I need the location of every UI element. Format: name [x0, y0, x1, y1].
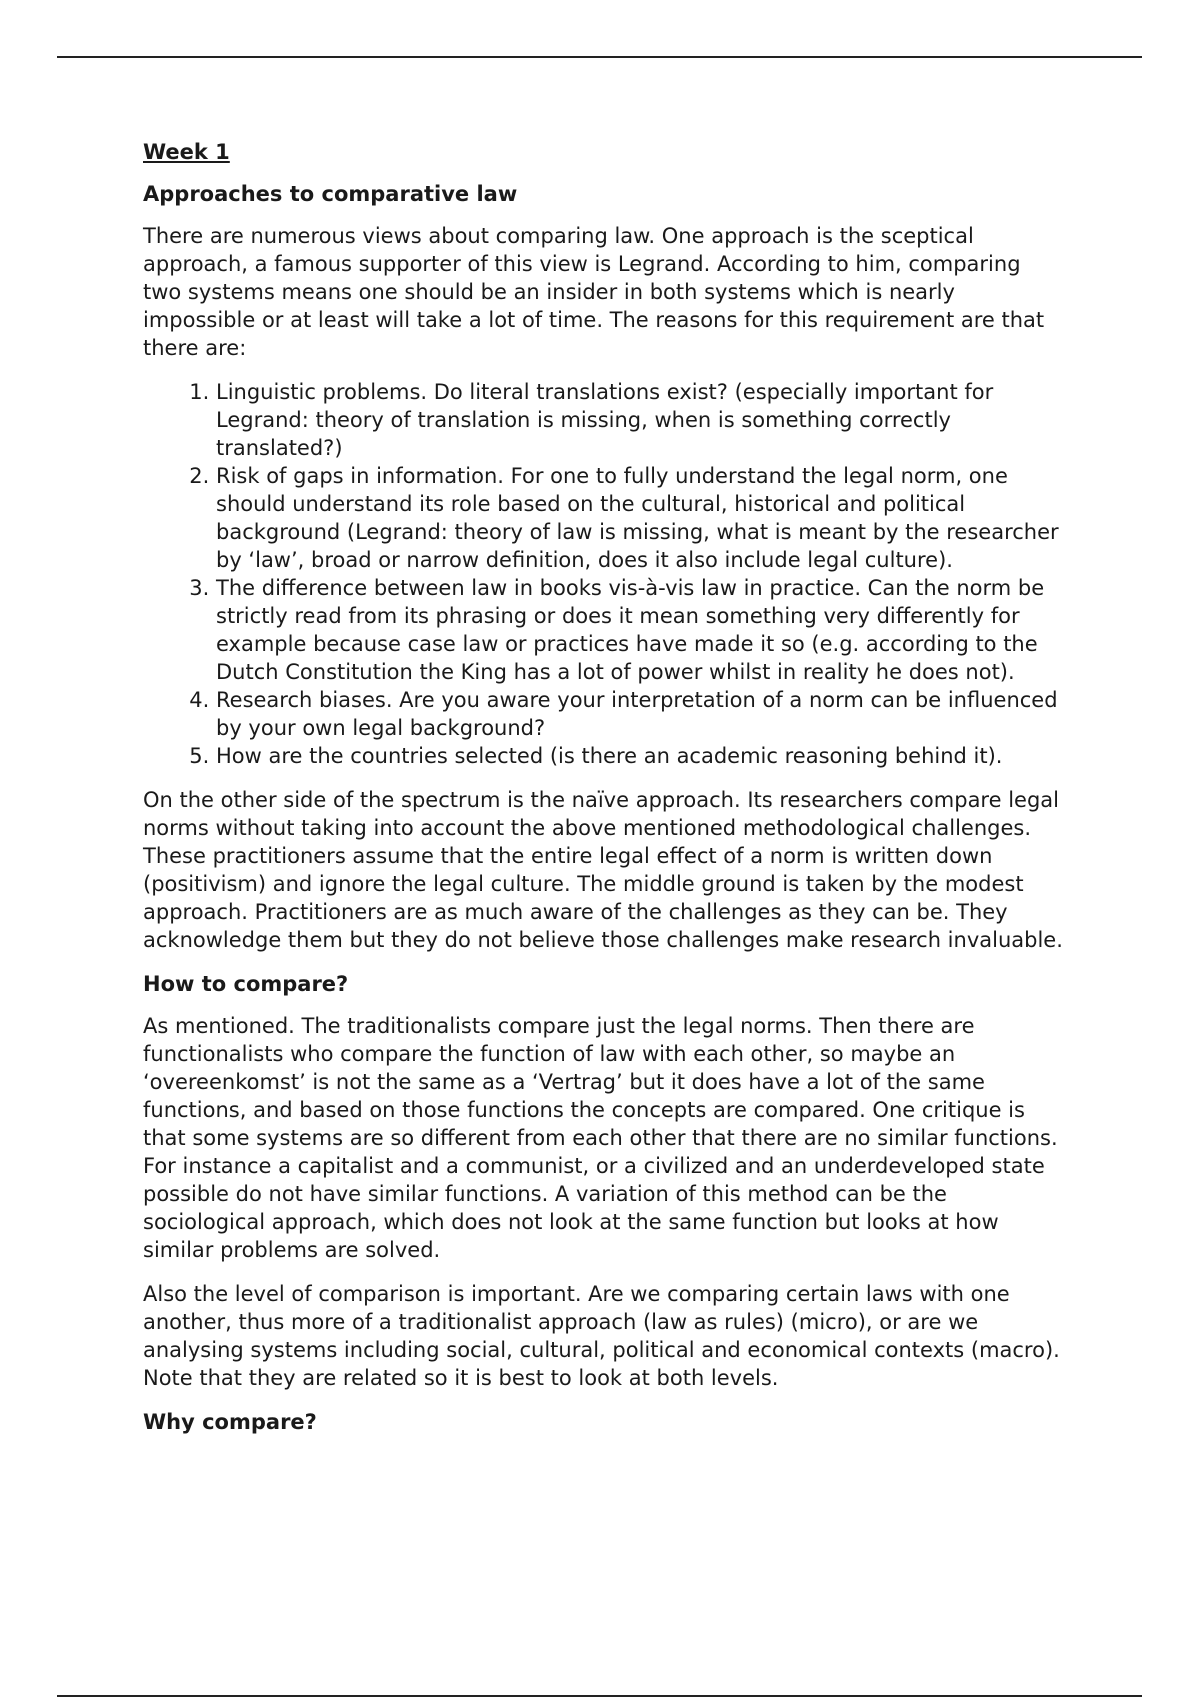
- week-title: Week 1: [143, 140, 230, 164]
- list-item: 2. Risk of gaps in information. For one to fully understand the legal norm, one should understand its role based on the cultural, historical and political background (Legrand: theory of law is missing, what is meant by the researcher by ‘law’, broad or narrow definition, does it also include legal culture).: [216, 462, 1063, 574]
- document-body: [143, 138, 1063, 1450]
- list-item: 5. How are the countries selected (is there an academic reasoning behind it).: [216, 742, 1063, 770]
- intro-paragraph: There are numerous views about comparing law. One approach is the sceptical approach, a famous supporter of this view is Legrand. According to him, comparing two systems means one should be an insider in both systems which is nearly impossible or at least will take a lot of time. The reasons for this requirement are that there are:: [143, 224, 1045, 360]
- footer-rule: [57, 1695, 1142, 1697]
- list-item: 1. Linguistic problems. Do literal translations exist? (especially important for Legrand: theory of translation is missing, when is something correctly translated?): [216, 378, 1063, 462]
- level-of-comparison-paragraph: Also the level of comparison is important. Are we comparing certain laws with one another, thus more of a traditionalist approach (law as rules) (micro), or are we analysing systems including social, cultural, political and economical contexts (macro). Note that they are related so it is best to look at both levels.: [143, 1282, 1060, 1390]
- header-rule: [57, 56, 1142, 58]
- section-heading-approaches: Approaches to comparative law: [143, 182, 518, 206]
- list-item: 3. The difference between law in books vis-à-vis law in practice. Can the norm be strictly read from its phrasing or does it mean something very differently for example because case law or practices have made it so (e.g. according to the Dutch Constitution the King has a lot of power whilst in reality he does not).: [216, 574, 1063, 686]
- list-item: 4. Research biases. Are you aware your interpretation of a norm can be influenced by your own legal background?: [216, 686, 1063, 742]
- how-to-compare-paragraph: As mentioned. The traditionalists compare just the legal norms. Then there are functionalists who compare the function of law with each other, so maybe an ‘overeenkomst’ is not the same as a ‘Vertrag’ but it does have a lot of the same functions, and based on those functions the concepts are compared. One critique is that some systems are so different from each other that there are no similar functions. For instance a capitalist and a communist, or a civilized and an underdeveloped state possible do not have similar functions. A variation of this method can be the sociological approach, which does not look at the same function but looks at how similar problems are solved.: [143, 1014, 1058, 1262]
- approaches-conclusion-paragraph: On the other side of the spectrum is the naïve approach. Its researchers compare legal norms without taking into account the above mentioned methodological challenges. These practitioners assume that the entire legal effect of a norm is written down (positivism) and ignore the legal culture. The middle ground is taken by the modest approach. Practitioners are as much aware of the challenges as they can be. They acknowledge them but they do not believe those challenges make research invaluable.: [143, 788, 1063, 952]
- section-heading-how-to-compare: How to compare?: [143, 972, 349, 996]
- requirements-list: [143, 378, 1063, 770]
- section-heading-why-compare: Why compare?: [143, 1410, 317, 1434]
